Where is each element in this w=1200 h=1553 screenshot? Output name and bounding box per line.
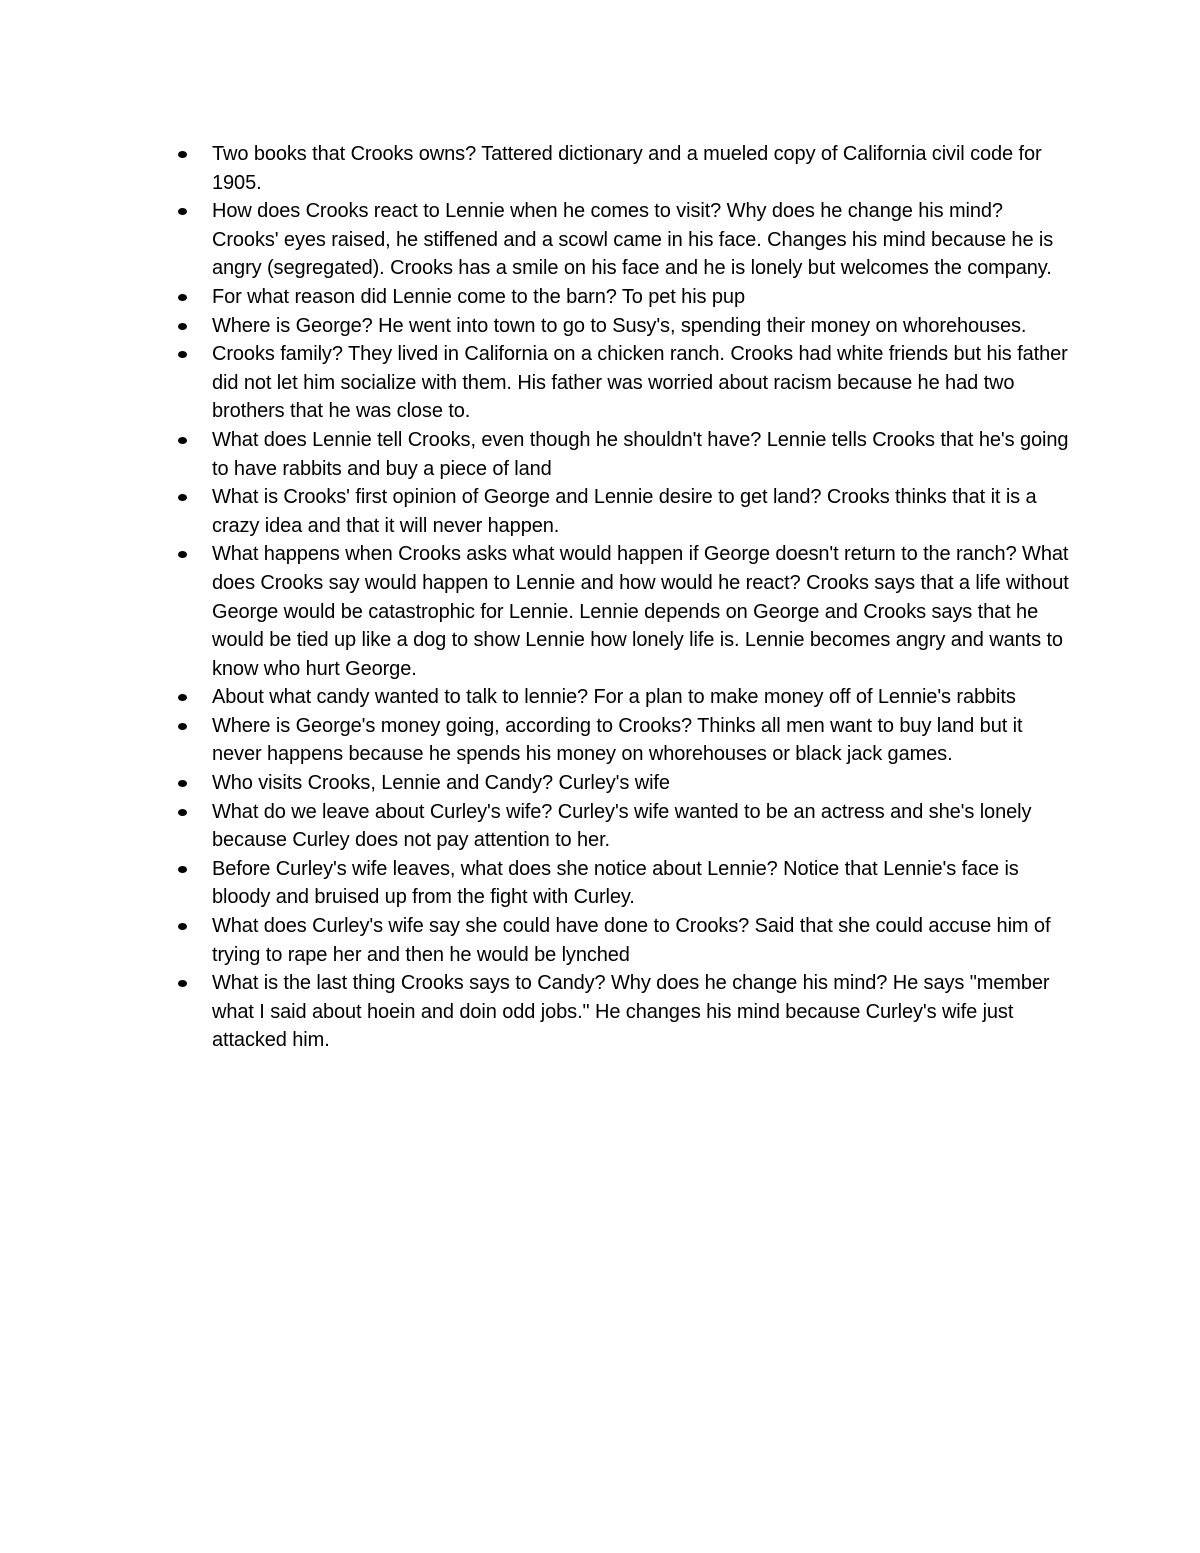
list-item-text: Two books that Crooks owns? Tattered dictionary and a mueled copy of California civil code for 1905.: [212, 143, 1042, 194]
bullet-dot-icon: [178, 294, 187, 301]
list-item-text: Before Curley's wife leaves, what does she notice about Lennie? Notice that Lennie's face is bloody and bruised up from the fight with Curley.: [212, 857, 1019, 909]
bullet-dot-icon: [178, 437, 187, 444]
bullet-dot-icon: [178, 923, 187, 930]
list-item-text: What do we leave about Curley's wife? Curley's wife wanted to be an actress and she's lonely because Curley does not pay attention to her.: [212, 800, 1032, 852]
list-item-text: What is the last thing Crooks says to Candy? Why does he change his mind? He says "member what I said about hoein and doin odd jobs." He changes his mind because Curley's wife just attacked him.: [212, 972, 1050, 1052]
list-item: [212, 540, 1072, 683]
list-item-text: Where is George? He went into town to go to Susy's, spending their money on whorehouses.: [212, 314, 1027, 337]
bullet-dot-icon: [178, 780, 187, 787]
list-item-text: For what reason did Lennie come to the barn? To pet his pup: [212, 285, 745, 308]
list-item-text: Crooks family? They lived in California on a chicken ranch. Crooks had white friends but his father did not let him socialize with them. His father was worried about racism because he had two brothers that he was close to.: [212, 343, 1068, 423]
list-item: [212, 426, 1072, 483]
bullet-dot-icon: [178, 351, 187, 358]
bullet-dot-icon: [178, 208, 187, 215]
list-item: [212, 483, 1072, 540]
list-item-text: What is Crooks' first opinion of George and Lennie desire to get land? Crooks thinks that it is a crazy idea and that it will never happen.: [212, 486, 1037, 537]
bullet-dot-icon: [178, 323, 187, 330]
list-item: [212, 969, 1072, 1055]
list-item: [212, 683, 1072, 712]
bullet-dot-icon: [178, 151, 187, 158]
bullet-dot-icon: [178, 723, 187, 730]
list-item-text: Who visits Crooks, Lennie and Candy? Curley's wife: [212, 772, 670, 795]
list-item: [212, 912, 1072, 969]
bullet-dot-icon: [178, 866, 187, 873]
list-item-text: What happens when Crooks asks what would happen if George doesn't return to the ranch? What does Crooks say would happen to Lennie and how would he react? Crooks says that a life without George would be catastrophic for Lennie. Lennie depends on George and Crooks says that he would be tied up like a dog to show Lennie how lonely life is. Lennie becomes angry and wants to know who hurt George.: [212, 543, 1069, 680]
bullet-dot-icon: [178, 494, 187, 501]
list-item: [212, 197, 1072, 283]
list-item-text: About what candy wanted to talk to lennie? For a plan to make money off of Lennie's rabbits: [212, 686, 1016, 709]
list-item-text: How does Crooks react to Lennie when he comes to visit? Why does he change his mind? Crooks' eyes raised, he stiffened and a scowl came in his face. Changes his mind because he is angry (segregated). Crooks has a smile on his face and he is lonely but welcomes the company.: [212, 200, 1054, 280]
list-item: [212, 798, 1072, 855]
bullet-dot-icon: [178, 809, 187, 816]
list-item: [212, 855, 1072, 912]
list-item: [212, 312, 1072, 341]
bullet-dot-icon: [178, 694, 187, 701]
list-item-text: What does Lennie tell Crooks, even though he shouldn't have? Lennie tells Crooks that he's going to have rabbits and buy a piece of land: [212, 428, 1069, 480]
list-item: [212, 340, 1072, 426]
bullet-dot-icon: [178, 980, 187, 987]
bullet-list: [212, 140, 1072, 1055]
list-item: [212, 283, 1072, 312]
list-item: [212, 712, 1072, 769]
list-item-text: Where is George's money going, according to Crooks? Thinks all men want to buy land but it never happens because he spends his money on whorehouses or black jack games.: [212, 714, 1023, 766]
bullet-dot-icon: [178, 551, 187, 558]
list-item: [212, 769, 1072, 798]
list-item: [212, 140, 1072, 197]
list-item-text: What does Curley's wife say she could have done to Crooks? Said that she could accuse him of trying to rape her and then he would be lynched: [212, 915, 1051, 966]
